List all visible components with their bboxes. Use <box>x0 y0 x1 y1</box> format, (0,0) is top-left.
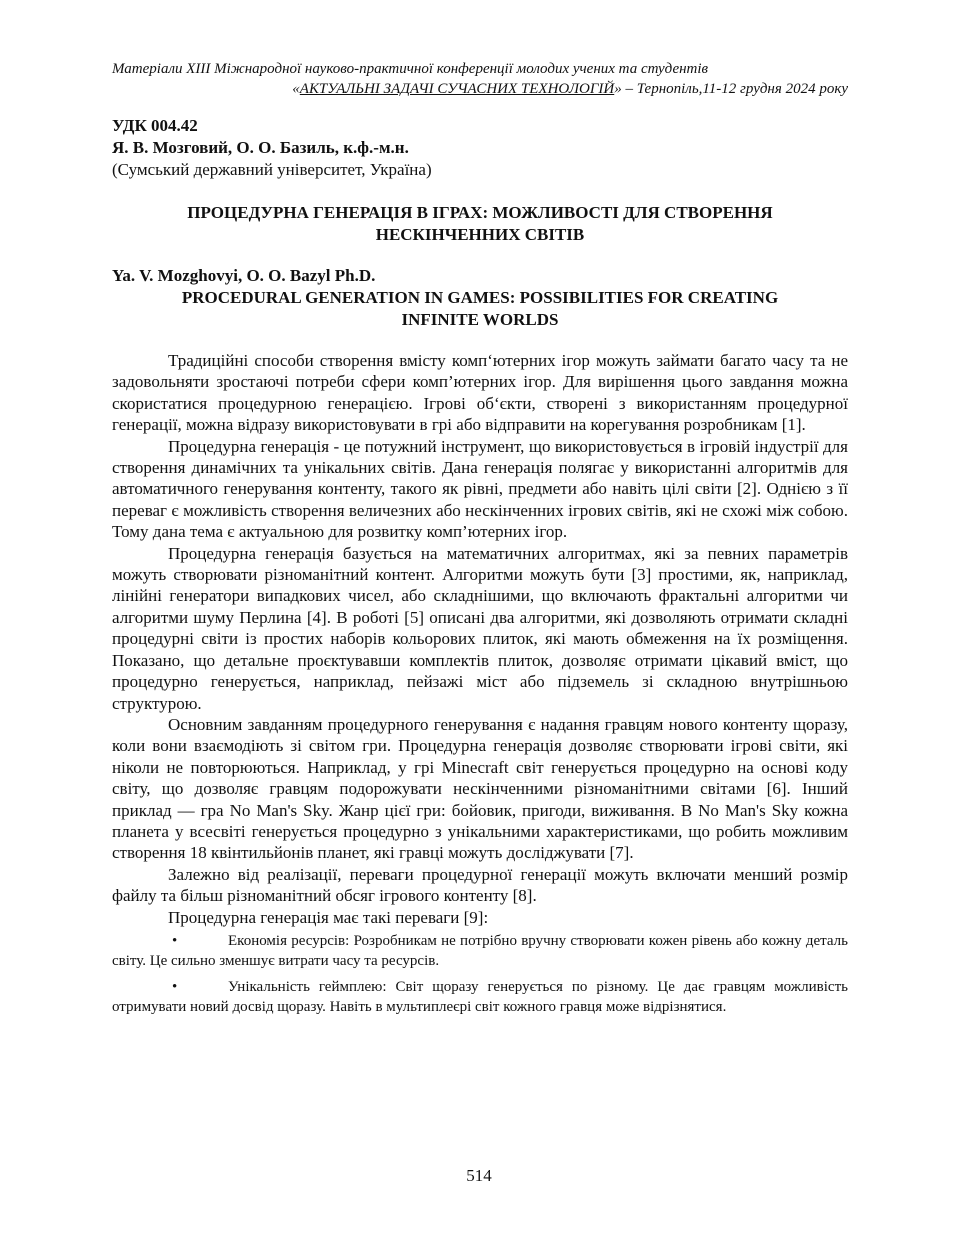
bullet-icon: • <box>172 978 178 995</box>
conference-header-line1: Матеріали XIII Міжнародної науково-практичної конференції молодих учених та студентів <box>112 61 709 77</box>
title-ua-line1: ПРОЦЕДУРНА ГЕНЕРАЦІЯ В ІГРАХ: МОЖЛИВОСТІ ДЛЯ СТВОРЕННЯ <box>187 203 773 222</box>
authors-ua: Я. В. Мозговий, О. О. Базиль, к.ф.-м.н. <box>112 138 409 157</box>
paragraph: Процедурна генерація - це потужний інструмент, що використовується в ігровій індустрії для створення динамічних та унікальних світів. Дана генерація полягає у використанні алгоритмів для автоматичного генерування контенту, такого як рівні, предмети або навіть цілі світи [2]. Однією з її переваг є можливість створення величезних або нескінченних ігрових світів, які не схожі між собою. Тому дана тема є актуальною для розвитку комп’ютерних ігор. <box>112 436 848 542</box>
affiliation: (Сумський державний університет, Україна) <box>112 160 432 179</box>
page-number: 514 <box>466 1166 492 1185</box>
bullet-icon: • <box>172 932 178 949</box>
title-en-line2: INFINITE WORLDS <box>401 310 559 329</box>
header-quote-open: « <box>292 81 300 97</box>
header-date-place: » – Тернопіль,11-12 грудня 2024 року <box>614 81 848 97</box>
bullet-text: Унікальність геймплею: Світ щоразу генерується по різному. Це дає гравцям можливість отримувати новий досвід щоразу. Навіть в мультиплеєрі світ кожного гравця може відрізнятися. <box>112 978 848 1015</box>
udk-code: УДК 004.42 <box>112 116 198 135</box>
paragraph: Залежно від реалізації, переваги процедурної генерації можуть включати менший розмір файлу та більш різноманітний обсяг ігрового контенту [8]. <box>112 864 848 906</box>
title-en-line1: PROCEDURAL GENERATION IN GAMES: POSSIBILITIES FOR CREATING <box>181 288 779 307</box>
bullet-text: Економія ресурсів: Розробникам не потрібно вручну створювати кожен рівень або кожну деталь світу. Це сильно зменшує витрати часу та ресурсів. <box>112 932 848 969</box>
article-body <box>112 350 848 1017</box>
conference-header-line2 <box>112 79 848 99</box>
authors-en: Ya. V. Mozghovyi, O. O. Bazyl Ph.D. <box>112 266 376 285</box>
paragraph: Основним завданням процедурного генерування є надання гравцям нового контенту щоразу, коли вони взаємодіють зі світом гри. Процедурна генерація дозволяє створювати ігрові світи, які ніколи не повторюються. Наприклад, у грі Minecraft світ генерується процедурно на основі коду світу, що дозволяє гравцям подорожувати нескінченними різноманітними світами [6]. Інший приклад — гра No Man's Sky. Жанр цієї гри: бойовик, пригоди, виживання. В No Man's Sky кожна планета у всесвіті генерується процедурно з унікальними характеристиками, що робить можливим створення 18 квінтильйонів планет, які гравці можуть досліджувати [7]. <box>112 714 848 863</box>
bullet-item <box>112 977 848 1017</box>
conference-name: АКТУАЛЬНІ ЗАДАЧІ СУЧАСНИХ ТЕХНОЛОГІЙ <box>299 81 615 97</box>
bullet-item <box>112 931 848 971</box>
title-ua-line2: НЕСКІНЧЕННИХ СВІТІВ <box>375 225 585 244</box>
paragraph: Процедурна генерація має такі переваги [9]: <box>168 907 489 927</box>
paragraph: Традиційні способи створення вмісту комп‘ютерних ігор можуть займати багато часу та не задовольняти зростаючі потреби сфери комп’ютерних ігор. Для вирішення цього завдання можна скористатися процедурною генерацією. Ігрові об‘єкти, створені з використанням процедурної генерації, можна відразу використовувати в грі або відправити на корегування розробникам [1]. <box>112 351 848 435</box>
paragraph: Процедурна генерація базується на математичних алгоритмах, які за певних параметрів можуть створювати різноманітний контент. Алгоритми можуть бути [3] простими, як, наприклад, лінійні генератори випадкових чисел, або складнішими, що включають фрактальні алгоритми чи алгоритми шуму Перлина [4]. В роботі [5] описані два алгоритми, які дозволяють отримати складні процедурні світи із простих наборів кольорових плиток, які мають обмеження на їх розміщення. Показано, що детальне проєктувавши комплектів плиток, дозволяє отримати цікавий вміст, що процедурно генерується, наприклад, пейзажі міст або підземель зі складною внутрішньою структурою. <box>112 543 848 713</box>
